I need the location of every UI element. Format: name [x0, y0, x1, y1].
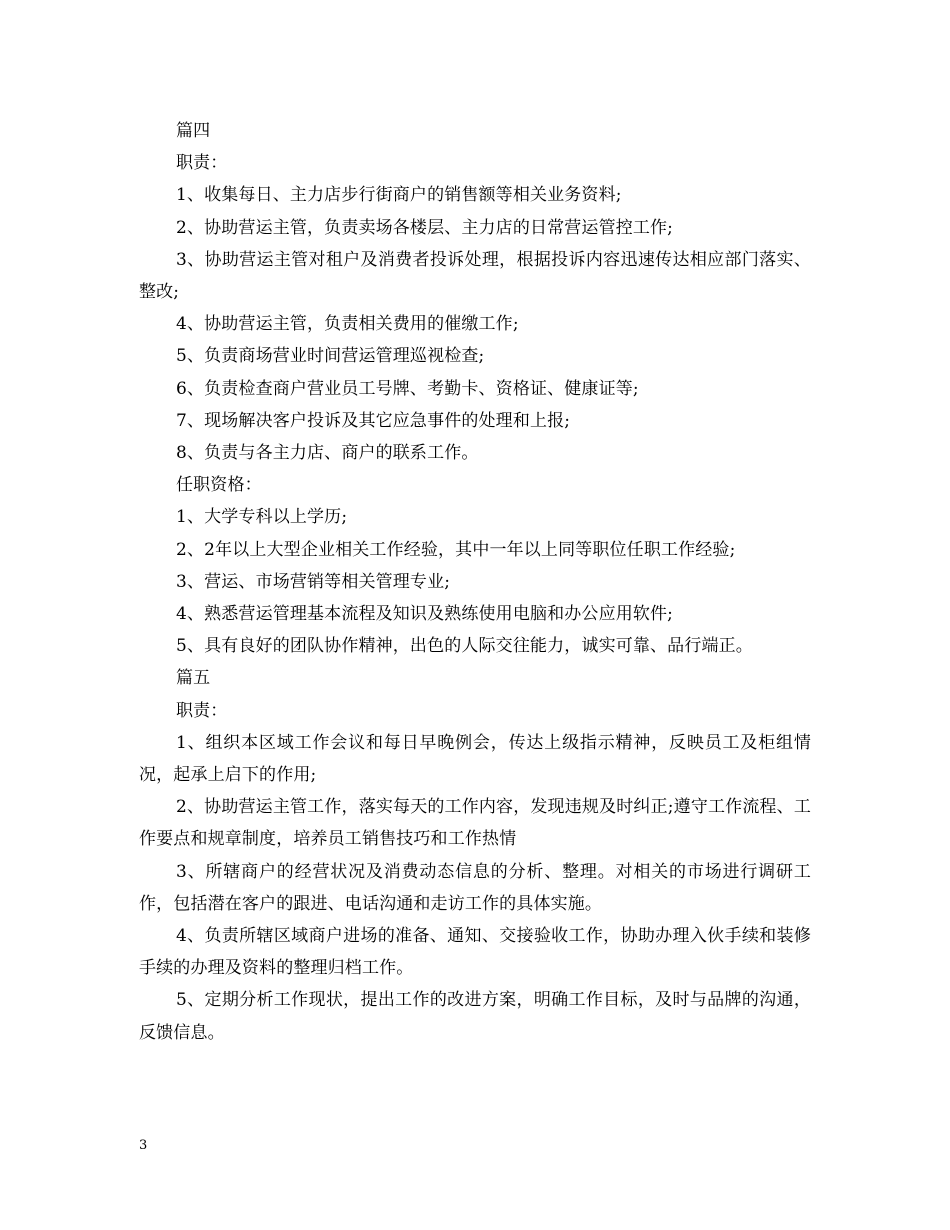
- paragraph: 8、负责与各主力店、商户的联系工作。: [176, 443, 479, 464]
- paragraph: 2、协助营运主管工作，落实每天的工作内容，发现违规及时纠正;遵守工作流程、工作要点和规章制度，培养员工销售技巧和工作热情: [139, 797, 811, 850]
- paragraph: 5、定期分析工作现状，提出工作的改进方案，明确工作目标，及时与品牌的沟通，反馈信息。: [139, 990, 811, 1043]
- paragraph: 7、现场解决客户投诉及其它应急事件的处理和上报;: [176, 410, 571, 431]
- subheading-qualifications: 任职资格：: [176, 475, 262, 496]
- page-number: 3: [139, 1138, 148, 1153]
- paragraph: 4、负责所辖区域商户进场的准备、通知、交接验收工作，协助办理入伙手续和装修手续的办理及资料的整理归档工作。: [139, 926, 811, 979]
- paragraph: 4、熟悉营运管理基本流程及知识及熟练使用电脑和办公应用软件;: [176, 604, 674, 625]
- paragraph: 3、所辖商户的经营状况及消费动态信息的分析、整理。对相关的市场进行调研工作，包括潜在客户的跟进、电话沟通和走访工作的具体实施。: [139, 861, 811, 914]
- paragraph: 2、2年以上大型企业相关工作经验，其中一年以上同等职位任职工作经验;: [176, 539, 736, 560]
- paragraph: 4、协助营运主管，负责相关费用的催缴工作;: [176, 314, 519, 335]
- paragraph: 3、营运、市场营销等相关管理专业;: [176, 571, 451, 592]
- paragraph: 3、协助营运主管对租户及消费者投诉处理，根据投诉内容迅速传达相应部门落实、整改;: [139, 249, 811, 303]
- paragraph: 6、负责检查商户营业员工号牌、考勤卡、资格证、健康证等;: [176, 378, 639, 399]
- paragraph: 5、具有良好的团队协作精神，出色的人际交往能力，诚实可靠、品行端正。: [176, 636, 753, 657]
- paragraph: 1、组织本区域工作会议和每日早晚例会，传达上级指示精神，反映员工及柜组情况，起承上启下的作用;: [139, 732, 811, 786]
- paragraph: 2、协助营运主管，负责卖场各楼层、主力店的日常营运管控工作;: [176, 217, 674, 238]
- subheading-duties: 职责：: [176, 700, 228, 721]
- paragraph: 1、收集每日、主力店步行街商户的销售额等相关业务资料;: [176, 185, 622, 206]
- paragraph: 5、负责商场营业时间营运管理巡视检查;: [176, 346, 485, 367]
- paragraph: 1、大学专科以上学历;: [176, 507, 348, 528]
- document-body: [139, 115, 811, 1049]
- subheading-duties: 职责：: [176, 153, 228, 174]
- section-heading-4: 篇四: [176, 121, 211, 141]
- section-heading-5: 篇五: [176, 668, 211, 689]
